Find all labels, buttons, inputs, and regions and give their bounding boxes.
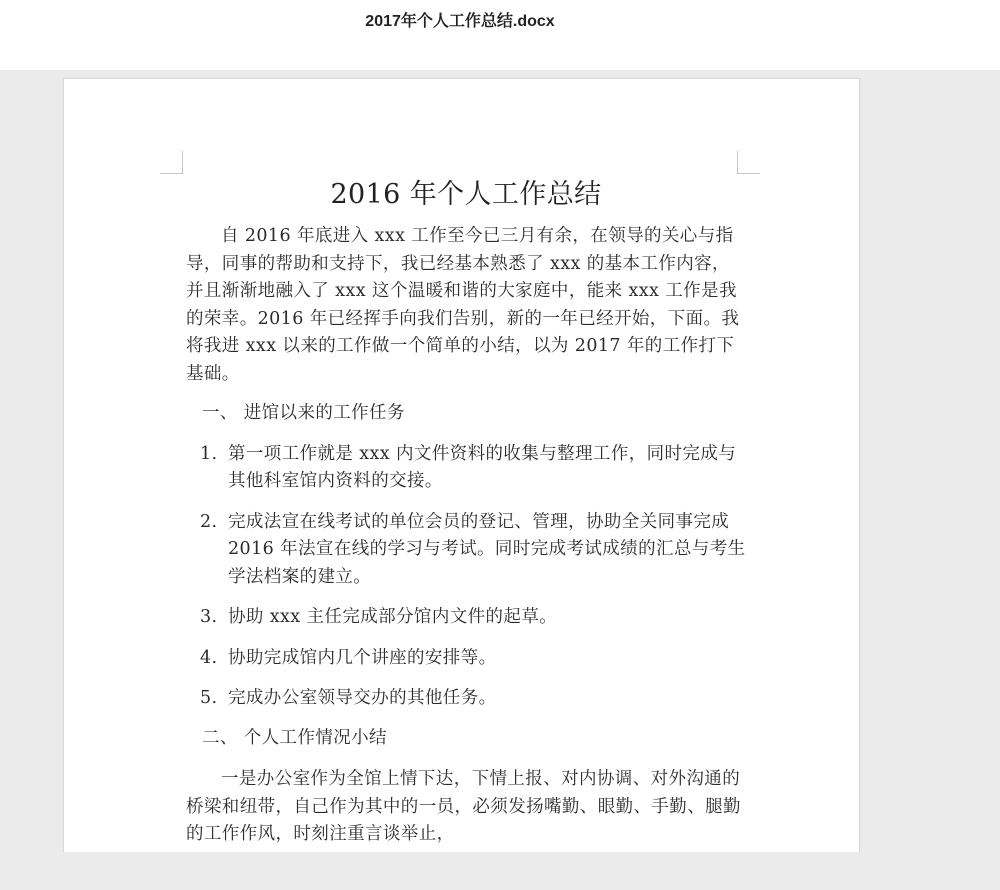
task-list [186, 441, 746, 713]
section-heading-2: 二、 个人工作情况小结 [202, 727, 387, 748]
list-item [186, 509, 746, 592]
list-item-number: 5. [200, 688, 218, 708]
document-viewer[interactable] [0, 70, 1000, 852]
margin-corner-top-left [160, 151, 183, 174]
list-item [186, 604, 746, 632]
page-content [186, 175, 746, 849]
list-item [186, 441, 746, 496]
intro-paragraph: 自 2016 年底进入 xxx 工作至今已三月有余，在领导的关心与指导，同事的帮助和支持下，我已经基本熟悉了 xxx 的基本工作内容，并且渐渐地融入了 xxx 这个温暖和谐的大家庭中，能来 xxx 工作是我的荣幸。2016 年已经挥手向我们告别，新的一年已经开始，下面。我将我进 xxx 以来的工作做一个简单的小结，以为 2017 年的工作打下基础。 [186, 226, 740, 384]
list-item-number: 4. [200, 647, 218, 668]
document-title: 2016 年个人工作总结 [330, 179, 602, 210]
list-item-text: 完成法宣在线考试的单位会员的登记、管理，协助全关同事完成 2016 年法宣在线的学习与考试。同时完成考试成绩的汇总与考生学法档案的建立。 [228, 511, 746, 587]
file-title: 2017年个人工作总结.docx [365, 13, 555, 30]
document-page [63, 78, 860, 852]
section-heading-1: 一、 进馆以来的工作任务 [202, 403, 405, 423]
list-item [186, 645, 746, 673]
list-item-text: 协助完成馆内几个讲座的安排等。 [228, 647, 497, 668]
list-item-text: 协助 xxx 主任完成部分馆内文件的起草。 [228, 607, 558, 627]
margin-corner-top-right [737, 151, 760, 174]
list-item [186, 685, 746, 713]
list-item-text: 第一项工作就是 xxx 内文件资料的收集与整理工作，同时完成与其他科室馆内资料的交接。 [228, 443, 737, 491]
bottom-bar [0, 852, 1000, 890]
list-item-number: 2. [200, 511, 218, 532]
list-item-number: 1. [200, 443, 218, 464]
summary-paragraph: 一是办公室作为全馆上情下达，下情上报、对内协调、对外沟通的桥梁和纽带，自己作为其中的一员，必须发扬嘴勤、眼勤、手勤、腿勤的工作作风，时刻注重言谈举止， [186, 769, 741, 844]
title-bar [0, 0, 1000, 70]
list-item-text: 完成办公室领导交办的其他任务。 [228, 688, 497, 708]
list-item-number: 3. [200, 607, 218, 627]
